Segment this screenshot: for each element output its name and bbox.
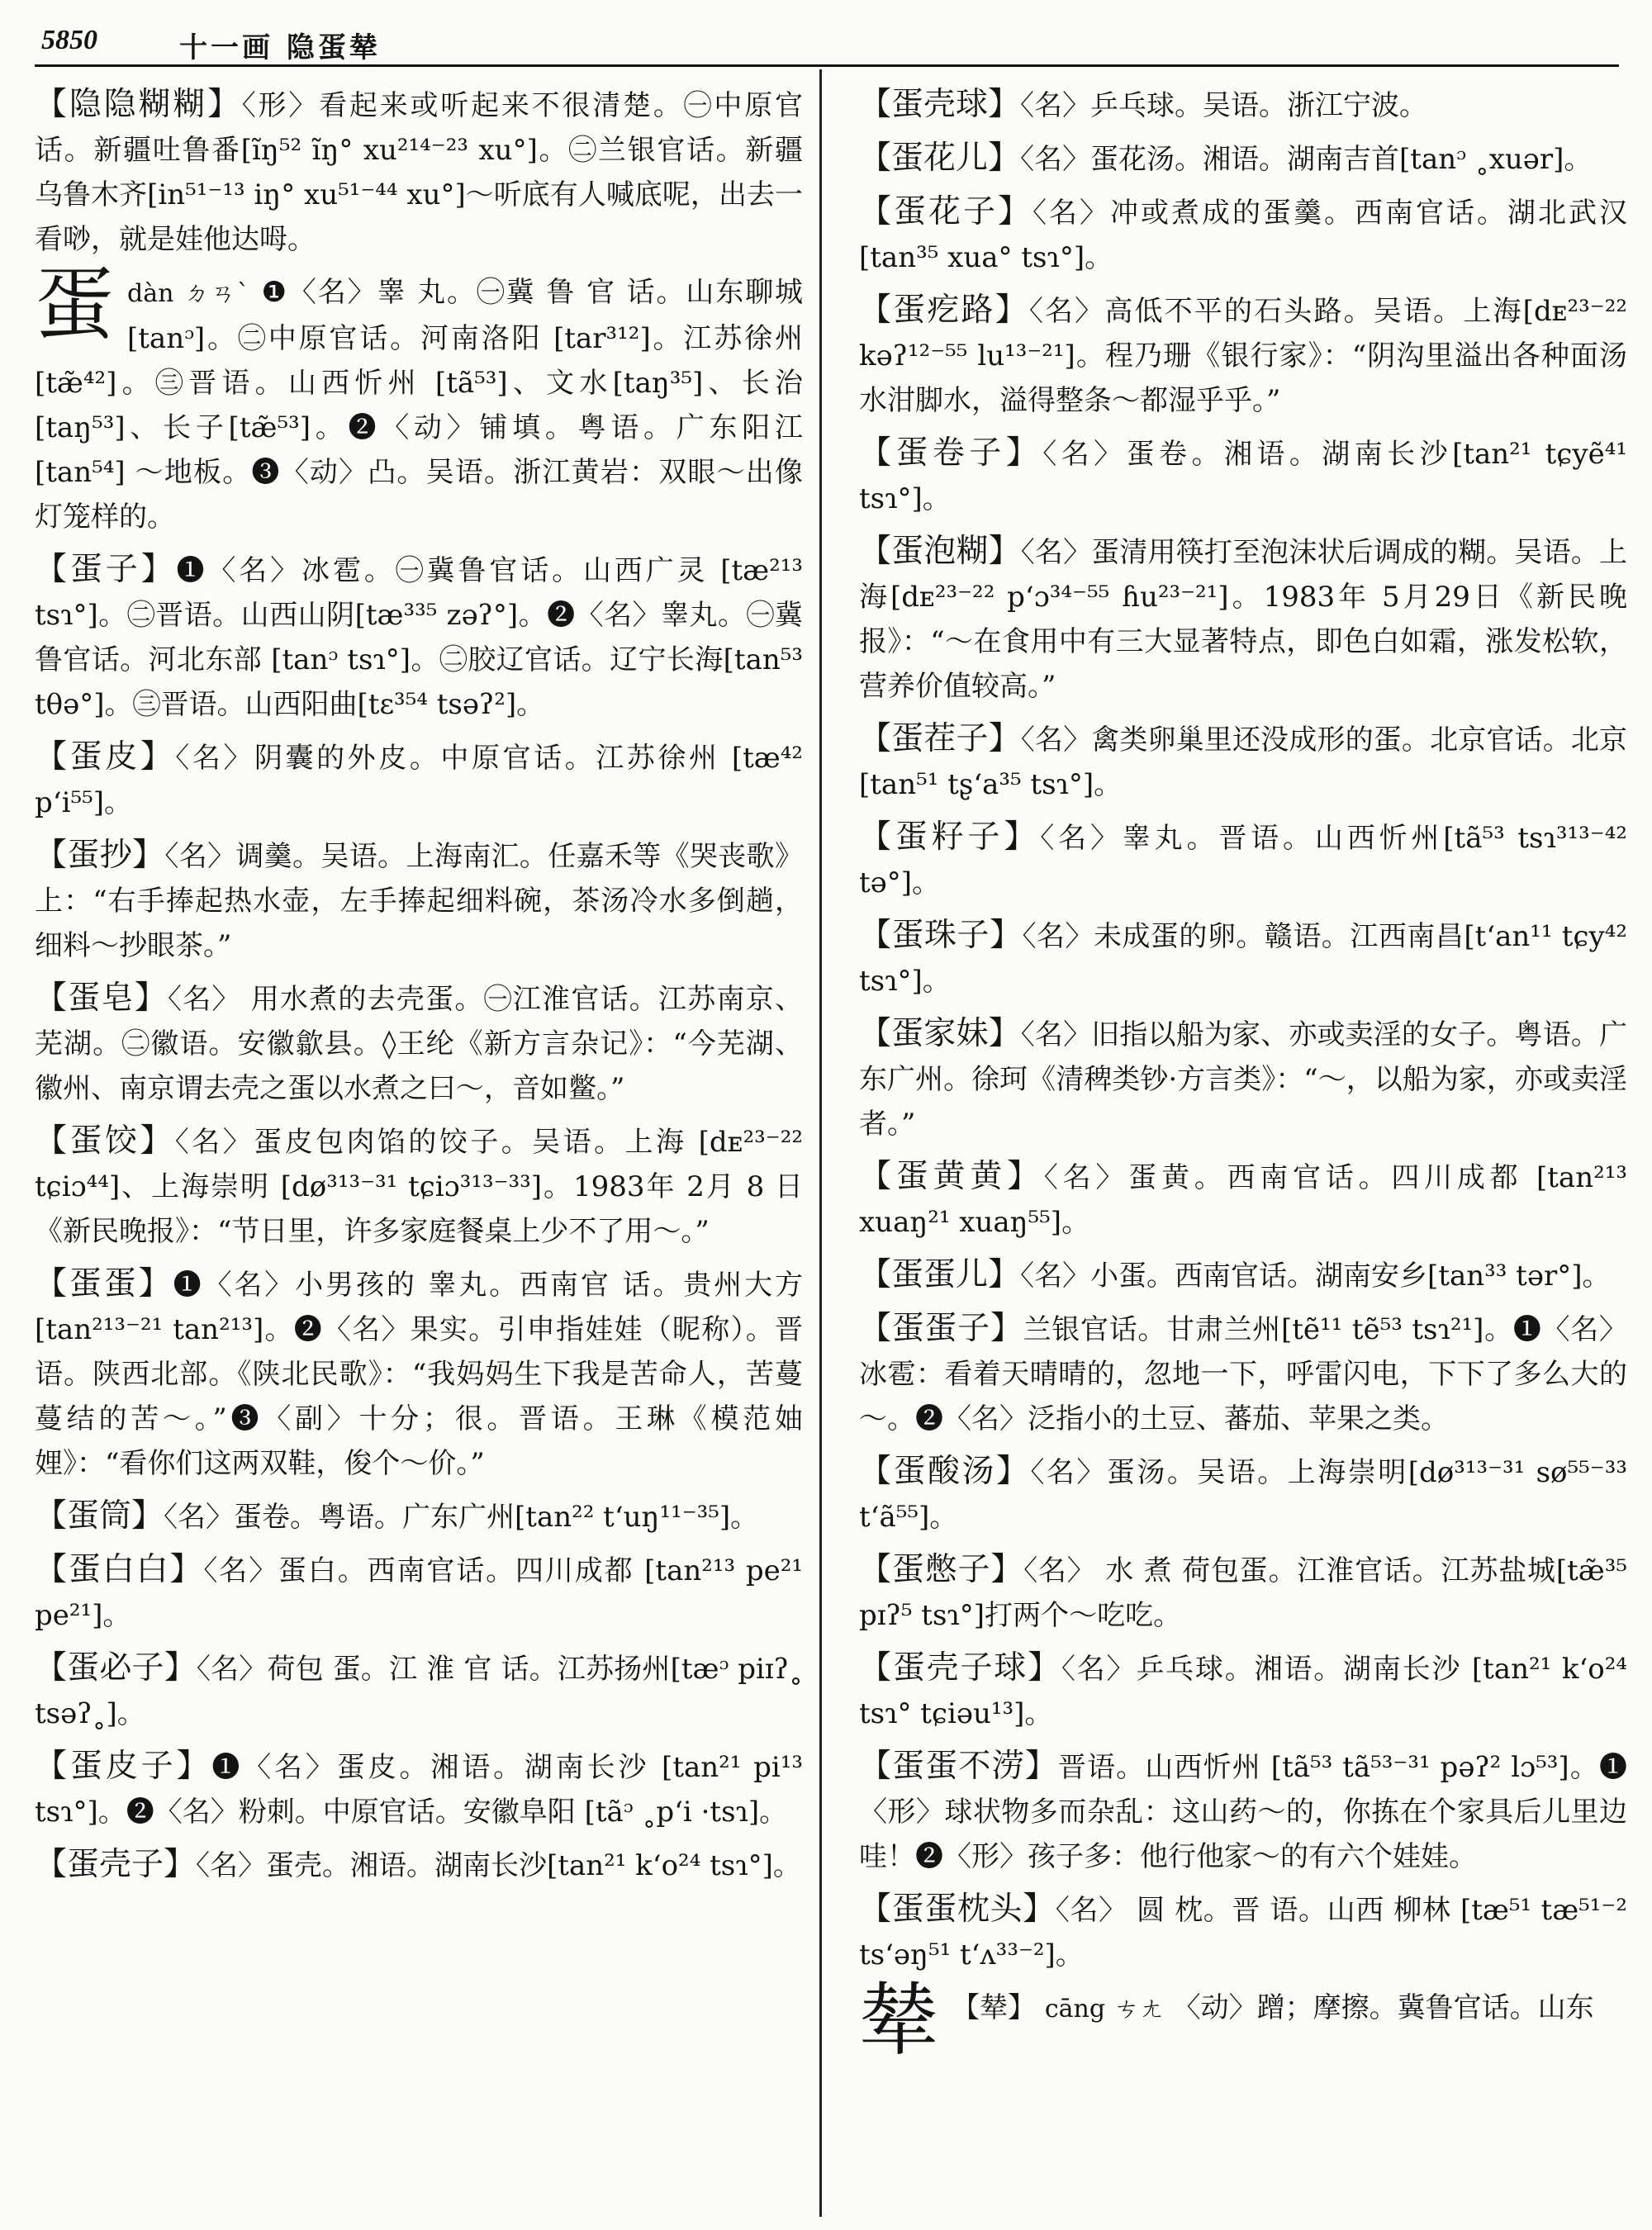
- dictionary-entry: [35, 1843, 803, 1888]
- dictionary-entry: [859, 1450, 1627, 1540]
- entry-headword: 【蛋皮子】: [35, 1748, 212, 1785]
- page-number: 5850: [41, 25, 97, 55]
- entry-headword: 【蛋筒】: [35, 1497, 164, 1535]
- entry-headword: 【蛋饺】: [35, 1122, 175, 1160]
- dictionary-entry: [859, 815, 1627, 905]
- entry-text: 〈名〉阴囊的外皮。中原官话。江苏徐州 [tæ⁴² pʻi⁵⁵]。: [35, 742, 803, 819]
- pinyin: cāng: [1044, 1995, 1106, 2024]
- dictionary-entry: [859, 1155, 1627, 1245]
- entry-headword: 【蛋卷子】: [859, 434, 1043, 472]
- entry-text: 〈名〉荷包 蛋。江 淮 官 话。江苏扬州[tæᵓ piɪʔ˳ tsəʔ˳]。: [35, 1653, 803, 1730]
- zhuyin: ㄘㄤ: [1113, 1995, 1164, 2024]
- entry-text: 〈名〉蛋卷。粤语。广东广州[tan²² tʻuŋ¹¹⁻³⁵]。: [164, 1501, 759, 1534]
- entry-headword: 【蛋憋子】: [859, 1551, 1024, 1588]
- dictionary-entry: [859, 717, 1627, 807]
- entry-headword: 【蛋疙路】: [859, 292, 1029, 329]
- entry-text: ❶〈名〉蛋皮。湘语。湖南长沙 [tan²¹ pi¹³ tsɿ°]。❷〈名〉粉刺。中原官话。安徽阜阳 [tãᵓ ˳pʻi ·tsɿ]。: [35, 1751, 803, 1829]
- entry-text: 〈名〉调羹。吴语。上海南汇。任嘉禾等《哭丧歌》上：“右手捧起热水壶，左手捧起细料碗，茶汤冷水多倒趟，细料～抄眼茶。”: [35, 840, 803, 962]
- entry-text: 〈名〉蛋卷。湘语。湖南长沙[tan²¹ tɕyẽ⁴¹ tsɿ°]。: [859, 438, 1627, 515]
- entry-text: 〈名〉未成蛋的卵。赣语。江西南昌[tʻan¹¹ tɕy⁴² tsɿ°]。: [859, 920, 1627, 998]
- section-title: 十一画 隐蛋辇: [179, 31, 381, 64]
- entry-text: 〈名〉蛋皮包肉馅的饺子。吴语。上海 [dᴇ²³⁻²² tɕiɔ⁴⁴]、上海崇明 [dø³¹³⁻³¹ tɕiɔ³¹³⁻³³]。1983年 2月 8 日《新民晚报》：“节日里，许多家庭餐桌上少不了用～。”: [35, 1126, 803, 1248]
- character-entry: [35, 259, 803, 539]
- dictionary-entry: [35, 1494, 803, 1540]
- zhuyin: ㄉㄢˋ: [184, 279, 251, 308]
- entry-headword: 【蛋花儿】: [859, 140, 1021, 177]
- dictionary-entry: [35, 1646, 803, 1736]
- dictionary-entry: [859, 1012, 1627, 1146]
- left-column: [35, 83, 803, 1896]
- entry-text: 〈名〉禽类卵巢里还没成形的蛋。北京官话。北京[tan⁵¹ tʂʻa³⁵ tsɿ°]。: [859, 724, 1627, 801]
- entry-text: 〈名〉乒乓球。湘语。湖南长沙 [tan²¹ kʻo²⁴ tsɿ° tɕiəu¹³]。: [859, 1653, 1627, 1730]
- entry-text: 〈名〉蛋白。西南官话。四川成都 [tan²¹³ pe²¹ pe²¹]。: [35, 1554, 803, 1632]
- column-divider: [819, 69, 822, 2217]
- entry-headword: 【蛋泡糊】: [859, 533, 1021, 570]
- dictionary-entry: [35, 1548, 803, 1638]
- entry-text: 〈名〉蛋花汤。湘语。湖南吉首[tanᵓ ˳xuər]。: [1020, 143, 1593, 176]
- dictionary-entry: [859, 83, 1627, 128]
- entry-text: 〈名〉睾丸。晋语。山西忻州[tã⁵³ tsɿ³¹³⁻⁴² tə°]。: [859, 822, 1627, 899]
- entry-headword: 【蛋皂】: [35, 980, 168, 1017]
- entry-headword: 【蛋子】: [35, 551, 177, 588]
- dictionary-entry: [35, 1119, 803, 1254]
- dictionary-entry: [859, 288, 1627, 423]
- entry-headword: 【辇】: [952, 1991, 1036, 2024]
- dictionary-entry: [35, 976, 803, 1111]
- entry-headword: 【蛋籽子】: [859, 818, 1041, 856]
- dictionary-entry: [859, 1646, 1627, 1736]
- pinyin: dàn: [127, 279, 174, 308]
- dictionary-entry: [859, 431, 1627, 521]
- dictionary-entry: [35, 1262, 803, 1486]
- entry-headword: 【蛋花子】: [859, 193, 1032, 230]
- entry-headword: 【蛋壳球】: [859, 86, 1021, 123]
- entry-text: 〈名〉蛋壳。湘语。湖南长沙[tan²¹ kʻo²⁴ tsɿ°]。: [196, 1849, 801, 1882]
- dictionary-entry: [859, 136, 1627, 182]
- entry-headword: 【蛋蛋不涝】: [859, 1748, 1058, 1785]
- entry-headword: 【蛋蛋枕头】: [859, 1891, 1056, 1928]
- entry-headword: 【蛋家妹】: [859, 1015, 1021, 1052]
- entry-headword: 【蛋茬子】: [859, 720, 1021, 757]
- entry-headword: 【隐隐糊糊】: [35, 86, 242, 123]
- entry-text: ❶〈名〉睾 丸。㊀冀 鲁 官 话。山东聊城[tanᵓ]。㊁中原官话。河南洛阳 [tar³¹²]。江苏徐州[tæ̃⁴²]。㊂晋语。山西忻州 [tã⁵³]、文水[taŋ³⁵]、长治 [taŋ⁵³]、长子[tæ̃⁵³]。❷〈动〉铺填。粤语。广东阳江[tan⁵⁴] ～地板。❸〈动〉凸。吴语。浙江黄岩：双眼～出像灯笼样的。: [35, 276, 803, 534]
- entry-headword: 【蛋蛋】: [35, 1265, 173, 1302]
- entry-headword: 【蛋壳子球】: [859, 1649, 1061, 1687]
- entry-text: 晋语。山西忻州 [tã⁵³ tã⁵³⁻³¹ pəʔ² lɔ⁵³]。❶〈形〉球状物多而杂乱：这山药～的，你拣在个家具后儿里边哇！❷〈形〉孩子多：他行他家～的有六个娃娃。: [859, 1751, 1627, 1873]
- entry-text: ❶〈名〉小男孩的 睾丸。西南官 话。贵州大方 [tan²¹³⁻²¹ tan²¹³]。❷〈名〉果实。引申指娃娃（昵称）。晋语。陕西北部。《陕北民歌》：“我妈妈生下我是苦命人，苦蔓蔓结的苦～。”❸〈副〉十分；很。晋语。王琳《模范妯娌》：“看你们这两双鞋，俊个～价。”: [35, 1269, 803, 1480]
- dictionary-entry: [859, 1307, 1627, 1441]
- dictionary-entry: [859, 1253, 1627, 1298]
- entry-text: 〈名〉小蛋。西南官话。湖南安乡[tan³³ tər°]。: [1020, 1260, 1611, 1293]
- entry-text: 〈名〉 水 煮 荷包蛋。江淮官话。江苏盐城[tæ̃³⁵ pɪʔ⁵ tsɿ°]打两个～吃吃。: [859, 1554, 1627, 1632]
- dictionary-entry: [35, 1744, 803, 1834]
- entry-headword: 【蛋黄黄】: [859, 1158, 1044, 1195]
- entry-headword: 【蛋皮】: [35, 738, 176, 776]
- dictionary-entry: [35, 548, 803, 727]
- entry-headword: 【蛋蛋子】: [859, 1310, 1023, 1347]
- head-character: 辇: [859, 1974, 938, 2066]
- entry-headword: 【蛋必子】: [35, 1649, 197, 1687]
- page-header: [35, 18, 1619, 67]
- entry-text: 〈名〉 圆 枕。晋 语。山西 柳林 [tæ⁵¹ tæ⁵¹⁻² tsʻəŋ⁵¹ tʻʌ³³⁻²]。: [859, 1894, 1627, 1971]
- dictionary-entry: [859, 190, 1627, 280]
- dictionary-entry: [859, 1744, 1627, 1879]
- entry-headword: 【蛋白白】: [35, 1551, 204, 1588]
- entry-text: ❶〈名〉冰雹。㊀冀鲁官话。山西广灵 [tæ²¹³ tsɿ°]。㊁晋语。山西山阴[tæ³³⁵ zəʔ°]。❷〈名〉睾丸。㊀冀鲁官话。河北东部 [tanᵓ tsɿ°]。㊁胶辽官话。辽宁长海[tan⁵³ tθə°]。㊂晋语。山西阳曲[tɛ³⁵⁴ tsəʔ²]。: [35, 554, 803, 721]
- entry-headword: 【蛋蛋儿】: [859, 1256, 1021, 1293]
- entry-text: 〈名〉蛋黄。西南官话。四川成都 [tan²¹³ xuaŋ²¹ xuaŋ⁵⁵]。: [859, 1161, 1627, 1239]
- dictionary-entry: [35, 83, 803, 262]
- entry-text: 〈名〉蛋汤。吴语。上海崇明[dø³¹³⁻³¹ sø⁵⁵⁻³³ tʻã⁵⁵]。: [859, 1456, 1627, 1534]
- dictionary-entry: [35, 833, 803, 968]
- dictionary-entry: [859, 1548, 1627, 1638]
- dictionary-entry: [859, 913, 1627, 1004]
- entry-headword: 【蛋珠子】: [859, 917, 1023, 954]
- right-column: [859, 83, 1627, 2066]
- entry-text: 兰银官话。甘肃兰州[tẽ¹¹ tẽ⁵³ tsɿ²¹]。❶〈名〉冰雹：看着天晴晴的，忽地一下，呼雷闪电，下下了多么大的～。❷〈名〉泛指小的土豆、蕃茄、苹果之类。: [859, 1313, 1627, 1435]
- head-character: 蛋: [35, 259, 114, 351]
- entry-headword: 【蛋抄】: [35, 837, 165, 874]
- dictionary-entry: [35, 735, 803, 825]
- entry-text: 〈名〉 用水煮的去壳蛋。㊀江淮官话。江苏南京、芜湖。㊁徽语。安徽歙县。◊王纶《新方言杂记》：“今芜湖、徽州、南京谓去壳之蛋以水煮之曰～，音如鳖。”: [35, 983, 803, 1105]
- entry-text: 〈名〉旧指以船为家、亦或卖淫的女子。粤语。广东广州。徐珂《清稗类钞·方言类》：“～，以船为家，亦或卖淫者。”: [859, 1018, 1627, 1141]
- entry-headword: 【蛋壳子】: [35, 1846, 197, 1883]
- character-entry: [859, 1974, 1627, 2066]
- entry-text: 〈形〉看起来或听起来不很清楚。㊀中原官话。新疆吐鲁番[ĩŋ⁵² ĩŋ° xu²¹⁴⁻²³ xu°]。㊁兰银官话。新疆乌鲁木齐[in⁵¹⁻¹³ iŋ° xu⁵¹⁻⁴⁴ xu°]～听底有人喊底呢，出去一看唦，就是娃他达呣。: [35, 89, 803, 256]
- entry-text: 〈名〉冲或煮成的蛋羹。西南官话。湖北武汉[tan³⁵ xua° tsɿ°]。: [859, 197, 1627, 274]
- dictionary-entry: [859, 529, 1627, 709]
- dictionary-entry: [859, 1887, 1627, 1977]
- entry-headword: 【蛋酸汤】: [859, 1453, 1031, 1490]
- entry-text: 〈动〉蹭；摩擦。冀鲁官话。山东: [1172, 1991, 1594, 2024]
- entry-text: 〈名〉乒乓球。吴语。浙江宁波。: [1020, 89, 1428, 122]
- entry-text: 〈名〉蛋清用筷打至泡沫状后调成的糊。吴语。上海[dᴇ²³⁻²² pʻɔ³⁴⁻⁵⁵ ɦu²³⁻²¹]。1983年 5月29日《新民晚报》：“～在食用中有三大显著特点，即色白如霜，涨发松软，营养价值较高。”: [859, 536, 1627, 703]
- entry-text: 〈名〉高低不平的石头路。吴语。上海[dᴇ²³⁻²² kəʔ¹²⁻⁵⁵ lu¹³⁻²¹]。程乃珊《银行家》：“阴沟里溢出各种面汤水泔脚水，溢得整条～都湿乎乎。”: [859, 295, 1627, 417]
